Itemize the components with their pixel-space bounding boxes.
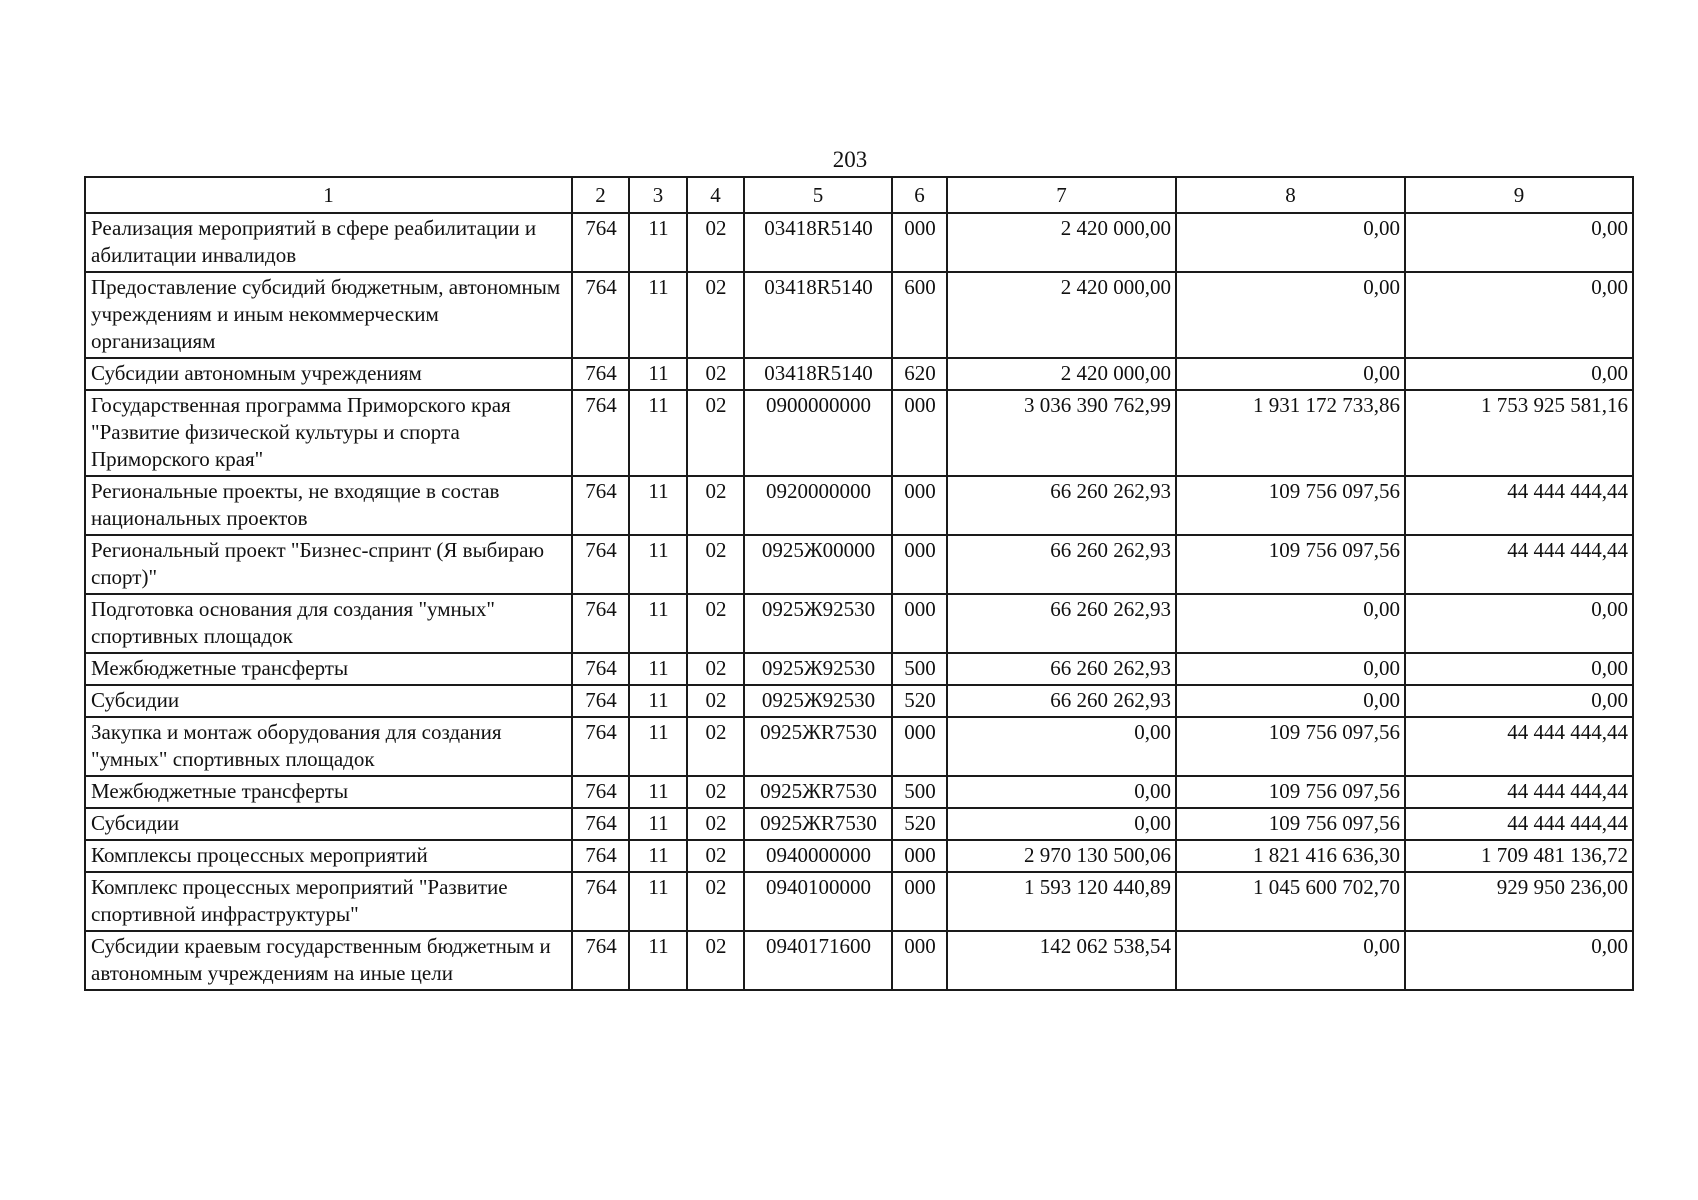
table-row <box>85 685 1633 717</box>
table-row <box>85 808 1633 840</box>
amount-col8-cell: 0,00 <box>1176 653 1405 685</box>
target-article-cell: 0925Ж92530 <box>744 685 892 717</box>
table-row <box>85 717 1633 776</box>
target-article-cell: 0925Ж92530 <box>744 594 892 653</box>
ministry-code-cell: 764 <box>572 594 629 653</box>
ministry-code-cell: 764 <box>572 685 629 717</box>
subsection-cell: 02 <box>687 931 744 990</box>
header-col-4: 4 <box>687 177 744 213</box>
ministry-code-cell: 764 <box>572 535 629 594</box>
amount-col8-cell: 0,00 <box>1176 931 1405 990</box>
page-number: 203 <box>832 147 868 172</box>
section-cell: 11 <box>629 872 687 931</box>
amount-col9-cell: 44 444 444,44 <box>1405 808 1633 840</box>
subsection-cell: 02 <box>687 840 744 872</box>
header-col-2: 2 <box>572 177 629 213</box>
amount-col9-cell: 44 444 444,44 <box>1405 535 1633 594</box>
ministry-code-cell: 764 <box>572 808 629 840</box>
table-row <box>85 653 1633 685</box>
amount-col8-cell: 0,00 <box>1176 594 1405 653</box>
amount-col9-cell: 1 753 925 581,16 <box>1405 390 1633 476</box>
table-row <box>85 840 1633 872</box>
ministry-code-cell: 764 <box>572 358 629 390</box>
target-article-cell: 0925Ж92530 <box>744 653 892 685</box>
section-cell: 11 <box>629 717 687 776</box>
name-cell: Субсидии <box>85 685 572 717</box>
amount-col9-cell: 0,00 <box>1405 213 1633 272</box>
amount-col8-cell: 109 756 097,56 <box>1176 717 1405 776</box>
amount-col9-cell: 929 950 236,00 <box>1405 872 1633 931</box>
name-cell: Государственная программа Приморского края "Развитие физической культуры и спорта Приморского края" <box>85 390 572 476</box>
header-col-8: 8 <box>1176 177 1405 213</box>
expense-type-cell: 000 <box>892 213 947 272</box>
subsection-cell: 02 <box>687 535 744 594</box>
ministry-code-cell: 764 <box>572 931 629 990</box>
amount-col8-cell: 1 931 172 733,86 <box>1176 390 1405 476</box>
amount-col7-cell: 3 036 390 762,99 <box>947 390 1176 476</box>
name-cell: Региональные проекты, не входящие в состав национальных проектов <box>85 476 572 535</box>
name-cell: Межбюджетные трансферты <box>85 776 572 808</box>
name-cell: Субсидии автономным учреждениям <box>85 358 572 390</box>
section-cell: 11 <box>629 358 687 390</box>
amount-col9-cell: 0,00 <box>1405 931 1633 990</box>
table-row <box>85 476 1633 535</box>
amount-col9-cell: 0,00 <box>1405 594 1633 653</box>
subsection-cell: 02 <box>687 872 744 931</box>
section-cell: 11 <box>629 213 687 272</box>
section-cell: 11 <box>629 535 687 594</box>
section-cell: 11 <box>629 931 687 990</box>
expense-type-cell: 500 <box>892 776 947 808</box>
amount-col8-cell: 0,00 <box>1176 272 1405 358</box>
target-article-cell: 0900000000 <box>744 390 892 476</box>
section-cell: 11 <box>629 776 687 808</box>
amount-col9-cell: 0,00 <box>1405 653 1633 685</box>
target-article-cell: 03418R5140 <box>744 358 892 390</box>
name-cell: Предоставление субсидий бюджетным, автономным учреждениям и иным некоммерческим организациям <box>85 272 572 358</box>
table-row <box>85 535 1633 594</box>
target-article-cell: 03418R5140 <box>744 272 892 358</box>
target-article-cell: 0925ЖR7530 <box>744 717 892 776</box>
amount-col8-cell: 1 821 416 636,30 <box>1176 840 1405 872</box>
expense-type-cell: 000 <box>892 717 947 776</box>
name-cell: Региональный проект "Бизнес-спринт (Я выбираю спорт)" <box>85 535 572 594</box>
subsection-cell: 02 <box>687 685 744 717</box>
header-col-1: 1 <box>85 177 572 213</box>
table-row <box>85 594 1633 653</box>
amount-col9-cell: 44 444 444,44 <box>1405 476 1633 535</box>
target-article-cell: 0940171600 <box>744 931 892 990</box>
table-row <box>85 358 1633 390</box>
subsection-cell: 02 <box>687 213 744 272</box>
amount-col7-cell: 0,00 <box>947 717 1176 776</box>
table-row <box>85 931 1633 990</box>
amount-col7-cell: 0,00 <box>947 808 1176 840</box>
ministry-code-cell: 764 <box>572 717 629 776</box>
section-cell: 11 <box>629 685 687 717</box>
amount-col7-cell: 66 260 262,93 <box>947 476 1176 535</box>
header-col-9: 9 <box>1405 177 1633 213</box>
subsection-cell: 02 <box>687 717 744 776</box>
amount-col8-cell: 109 756 097,56 <box>1176 535 1405 594</box>
table-row <box>85 872 1633 931</box>
amount-col9-cell: 44 444 444,44 <box>1405 717 1633 776</box>
subsection-cell: 02 <box>687 272 744 358</box>
amount-col7-cell: 1 593 120 440,89 <box>947 872 1176 931</box>
header-col-6: 6 <box>892 177 947 213</box>
amount-col8-cell: 0,00 <box>1176 685 1405 717</box>
target-article-cell: 0925ЖR7530 <box>744 808 892 840</box>
amount-col9-cell: 1 709 481 136,72 <box>1405 840 1633 872</box>
table-row <box>85 390 1633 476</box>
table-row <box>85 213 1633 272</box>
ministry-code-cell: 764 <box>572 390 629 476</box>
amount-col8-cell: 0,00 <box>1176 358 1405 390</box>
amount-col8-cell: 109 756 097,56 <box>1176 476 1405 535</box>
ministry-code-cell: 764 <box>572 840 629 872</box>
expense-type-cell: 000 <box>892 872 947 931</box>
subsection-cell: 02 <box>687 808 744 840</box>
section-cell: 11 <box>629 390 687 476</box>
subsection-cell: 02 <box>687 390 744 476</box>
section-cell: 11 <box>629 840 687 872</box>
ministry-code-cell: 764 <box>572 653 629 685</box>
amount-col7-cell: 2 970 130 500,06 <box>947 840 1176 872</box>
budget-table <box>84 176 1634 991</box>
ministry-code-cell: 764 <box>572 872 629 931</box>
ministry-code-cell: 764 <box>572 272 629 358</box>
expense-type-cell: 600 <box>892 272 947 358</box>
table-row <box>85 272 1633 358</box>
subsection-cell: 02 <box>687 358 744 390</box>
section-cell: 11 <box>629 808 687 840</box>
amount-col9-cell: 0,00 <box>1405 685 1633 717</box>
subsection-cell: 02 <box>687 653 744 685</box>
expense-type-cell: 000 <box>892 840 947 872</box>
amount-col7-cell: 142 062 538,54 <box>947 931 1176 990</box>
amount-col9-cell: 0,00 <box>1405 358 1633 390</box>
subsection-cell: 02 <box>687 776 744 808</box>
amount-col8-cell: 109 756 097,56 <box>1176 808 1405 840</box>
ministry-code-cell: 764 <box>572 213 629 272</box>
expense-type-cell: 000 <box>892 476 947 535</box>
target-article-cell: 0940000000 <box>744 840 892 872</box>
header-col-3: 3 <box>629 177 687 213</box>
expense-type-cell: 520 <box>892 685 947 717</box>
amount-col9-cell: 0,00 <box>1405 272 1633 358</box>
table-body <box>85 213 1633 990</box>
section-cell: 11 <box>629 594 687 653</box>
section-cell: 11 <box>629 476 687 535</box>
subsection-cell: 02 <box>687 594 744 653</box>
header-row <box>85 177 1633 213</box>
target-article-cell: 0940100000 <box>744 872 892 931</box>
name-cell: Подготовка основания для создания "умных" спортивных площадок <box>85 594 572 653</box>
expense-type-cell: 620 <box>892 358 947 390</box>
header-col-5: 5 <box>744 177 892 213</box>
target-article-cell: 0925ЖR7530 <box>744 776 892 808</box>
target-article-cell: 03418R5140 <box>744 213 892 272</box>
ministry-code-cell: 764 <box>572 476 629 535</box>
name-cell: Комплексы процессных мероприятий <box>85 840 572 872</box>
amount-col7-cell: 0,00 <box>947 776 1176 808</box>
expense-type-cell: 500 <box>892 653 947 685</box>
ministry-code-cell: 764 <box>572 776 629 808</box>
name-cell: Реализация мероприятий в сфере реабилитации и абилитации инвалидов <box>85 213 572 272</box>
name-cell: Межбюджетные трансферты <box>85 653 572 685</box>
amount-col7-cell: 66 260 262,93 <box>947 653 1176 685</box>
expense-type-cell: 000 <box>892 931 947 990</box>
target-article-cell: 0920000000 <box>744 476 892 535</box>
amount-col7-cell: 2 420 000,00 <box>947 358 1176 390</box>
amount-col8-cell: 109 756 097,56 <box>1176 776 1405 808</box>
expense-type-cell: 000 <box>892 535 947 594</box>
name-cell: Субсидии <box>85 808 572 840</box>
section-cell: 11 <box>629 653 687 685</box>
amount-col9-cell: 44 444 444,44 <box>1405 776 1633 808</box>
header-col-7: 7 <box>947 177 1176 213</box>
amount-col8-cell: 0,00 <box>1176 213 1405 272</box>
name-cell: Комплекс процессных мероприятий "Развитие спортивной инфраструктуры" <box>85 872 572 931</box>
target-article-cell: 0925Ж00000 <box>744 535 892 594</box>
amount-col7-cell: 2 420 000,00 <box>947 213 1176 272</box>
subsection-cell: 02 <box>687 476 744 535</box>
amount-col7-cell: 66 260 262,93 <box>947 685 1176 717</box>
section-cell: 11 <box>629 272 687 358</box>
amount-col7-cell: 2 420 000,00 <box>947 272 1176 358</box>
name-cell: Закупка и монтаж оборудования для создания "умных" спортивных площадок <box>85 717 572 776</box>
amount-col8-cell: 1 045 600 702,70 <box>1176 872 1405 931</box>
amount-col7-cell: 66 260 262,93 <box>947 535 1176 594</box>
amount-col7-cell: 66 260 262,93 <box>947 594 1176 653</box>
name-cell: Субсидии краевым государственным бюджетным и автономным учреждениям на иные цели <box>85 931 572 990</box>
expense-type-cell: 000 <box>892 594 947 653</box>
expense-type-cell: 520 <box>892 808 947 840</box>
table-row <box>85 776 1633 808</box>
expense-type-cell: 000 <box>892 390 947 476</box>
